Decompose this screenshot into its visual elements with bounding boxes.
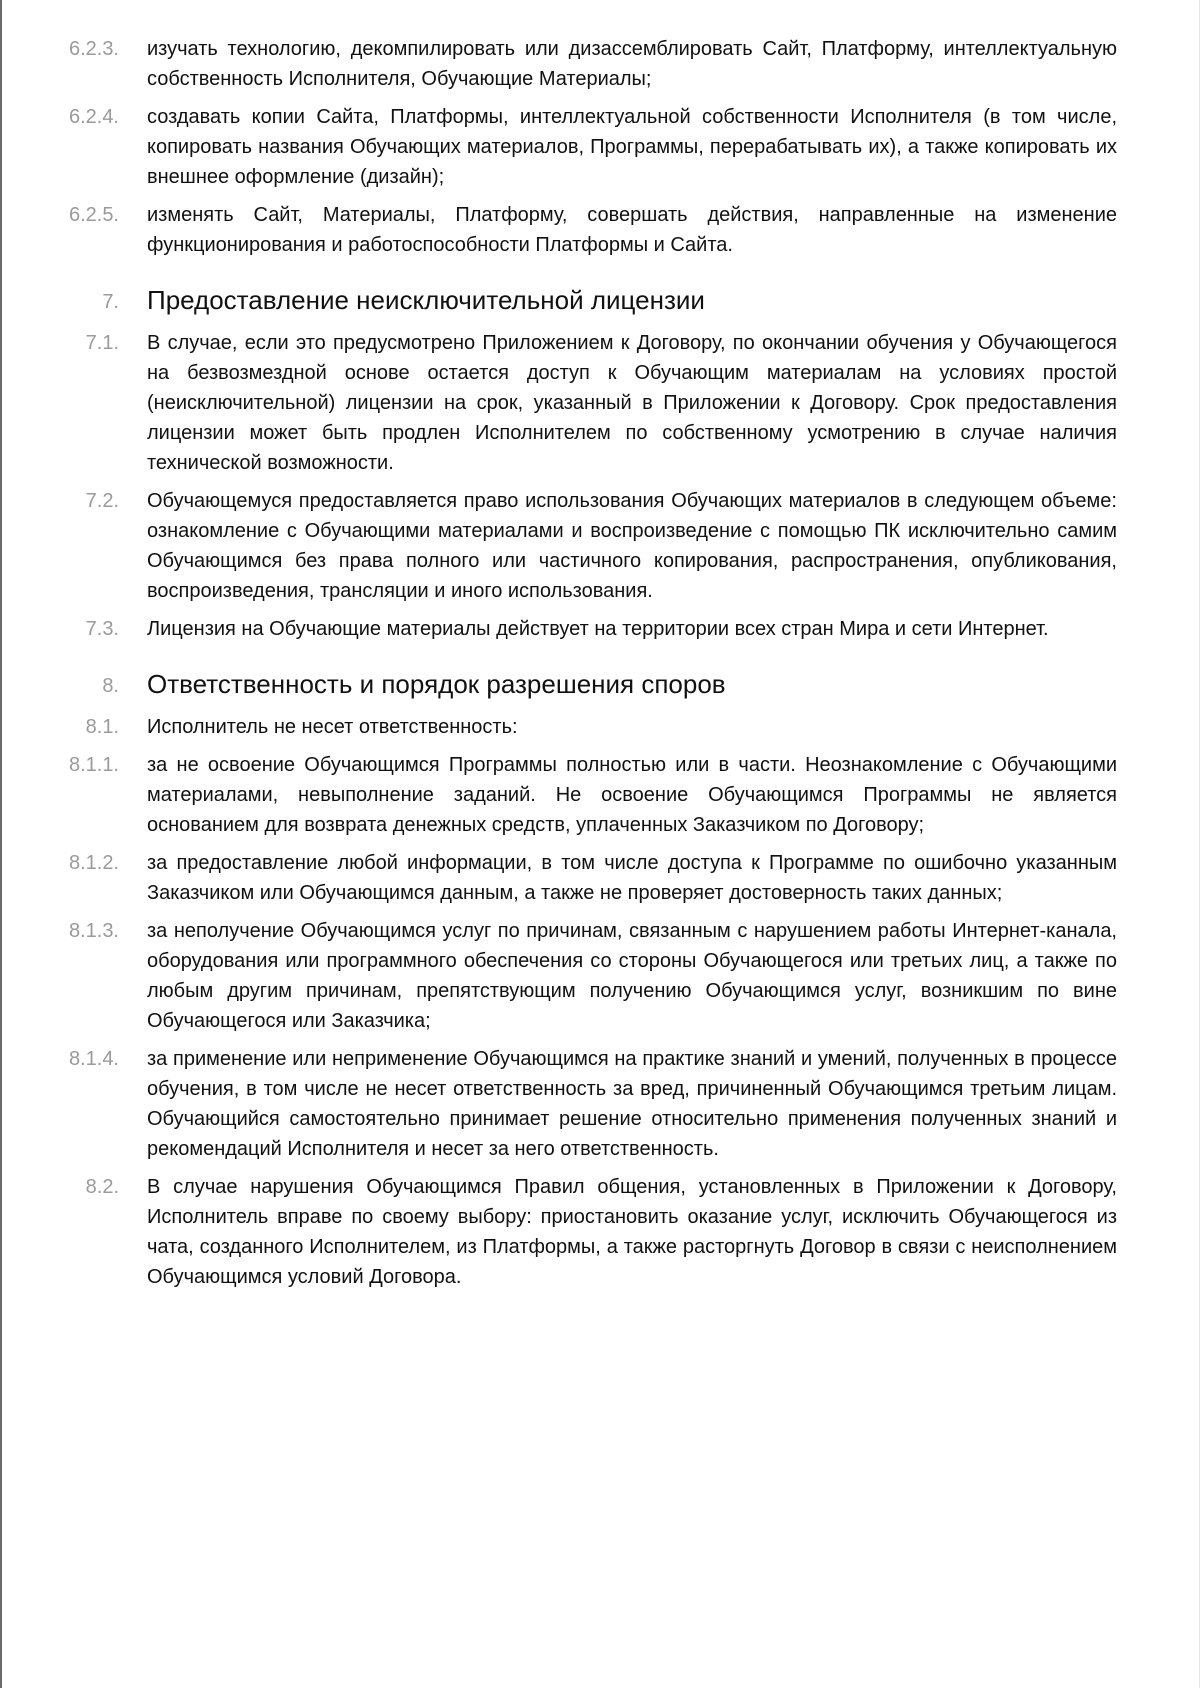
clause-number: 7.3. bbox=[85, 618, 119, 640]
section-number: 8. bbox=[102, 675, 119, 697]
clause-8-2 bbox=[2, 1172, 1200, 1292]
clause-number: 7.2. bbox=[85, 490, 119, 512]
section-title: Ответственность и порядок разрешения споров bbox=[147, 669, 726, 699]
clause-text: за применение или неприменение Обучающимся на практике знаний и умений, полученных в процессе обучения, в том числе не несет ответственность за вред, причиненный Обучающимся третьим лицам. Обучающийся самостоятельно принимает решение относительно применения полученных знаний и рекомендаций Исполнителя и несет за него ответственность. bbox=[147, 1048, 1117, 1160]
section-number: 7. bbox=[102, 291, 119, 313]
clause-6-2-5 bbox=[2, 200, 1200, 260]
clause-text: Обучающемуся предоставляется право использования Обучающих материалов в следующем объеме: ознакомление с Обучающими материалами и воспроизведение с помощью ПК исключительно самим Обучающимся без права полного или частичного копирования, распространения, опубликования, воспроизведения, трансляции и иного использования. bbox=[147, 490, 1117, 602]
clause-number: 8.1.3. bbox=[68, 920, 119, 942]
clause-7-3 bbox=[2, 614, 1200, 644]
clause-7-2 bbox=[2, 486, 1200, 606]
clause-8-1 bbox=[2, 712, 1200, 742]
clause-number: 8.2. bbox=[85, 1176, 119, 1198]
clause-text: изучать технологию, декомпилировать или дизассемблировать Сайт, Платформу, интеллектуальную собственность Исполнителя, Обучающие Материалы; bbox=[147, 38, 1117, 90]
clause-number: 8.1.4. bbox=[68, 1048, 119, 1070]
clause-text: за предоставление любой информации, в том числе доступа к Программе по ошибочно указанным Заказчиком или Обучающимся данным, а также не проверяет достоверность таких данных; bbox=[147, 852, 1117, 904]
clause-number: 6.2.5. bbox=[68, 204, 119, 226]
clause-number: 8.1.2. bbox=[68, 852, 119, 874]
clause-8-1-4 bbox=[2, 1044, 1200, 1164]
clause-text: создавать копии Сайта, Платформы, интеллектуальной собственности Исполнителя (в том числе, копировать названия Обучающих материалов, Программы, перерабатывать их), а также копировать их внешнее оформление (дизайн); bbox=[147, 106, 1117, 188]
clause-number: 8.1.1. bbox=[68, 754, 119, 776]
section-heading-7 bbox=[2, 282, 1200, 320]
clause-8-1-1 bbox=[2, 750, 1200, 840]
clause-number: 6.2.3. bbox=[68, 38, 119, 60]
clause-6-2-4 bbox=[2, 102, 1200, 192]
clause-6-2-3 bbox=[2, 34, 1200, 94]
section-heading-8 bbox=[2, 666, 1200, 704]
clause-text: Лицензия на Обучающие материалы действует на территории всех стран Мира и сети Интернет. bbox=[147, 618, 1049, 640]
clause-text: В случае нарушения Обучающимся Правил общения, установленных в Приложении к Договору, Исполнитель вправе по своему выбору: приостановить оказание услуг, исключить Обучающегося из чата, созданного Исполнителем, из Платформы, а также расторгнуть Договор в связи с неисполнением Обучающимся условий Договора. bbox=[147, 1176, 1117, 1288]
clause-text: изменять Сайт, Материалы, Платформу, совершать действия, направленные на изменение функционирования и работоспособности Платформы и Сайта. bbox=[147, 204, 1117, 256]
clause-number: 7.1. bbox=[85, 332, 119, 354]
clause-text: Исполнитель не несет ответственность: bbox=[147, 716, 518, 738]
section-title: Предоставление неисключительной лицензии bbox=[147, 285, 705, 315]
clause-8-1-2 bbox=[2, 848, 1200, 908]
clause-number: 6.2.4. bbox=[68, 106, 119, 128]
clause-text: за неполучение Обучающимся услуг по причинам, связанным с нарушением работы Интернет-канала, оборудования или программного обеспечения со стороны Обучающегося или третьих лиц, а также по любым другим причинам, препятствующим получению Обучающимся услуг, возникшим по вине Обучающегося или Заказчика; bbox=[147, 920, 1117, 1032]
clause-text: за не освоение Обучающимся Программы полностью или в части. Неознакомление с Обучающими материалами, невыполнение заданий. Не освоение Обучающимся Программы не является основанием для возврата денежных средств, уплаченных Заказчиком по Договору; bbox=[147, 754, 1117, 836]
clause-text: В случае, если это предусмотрено Приложением к Договору, по окончании обучения у Обучающегося на безвозмездной основе остается доступ к Обучающим материалам на условиях простой (неисключительной) лицензии на срок, указанный в Приложении к Договору. Срок предоставления лицензии может быть продлен Исполнителем по собственному усмотрению в случае наличия технической возможности. bbox=[147, 332, 1117, 474]
clause-number: 8.1. bbox=[85, 716, 119, 738]
clause-7-1 bbox=[2, 328, 1200, 478]
clause-8-1-3 bbox=[2, 916, 1200, 1036]
document-content bbox=[2, 34, 1200, 1300]
